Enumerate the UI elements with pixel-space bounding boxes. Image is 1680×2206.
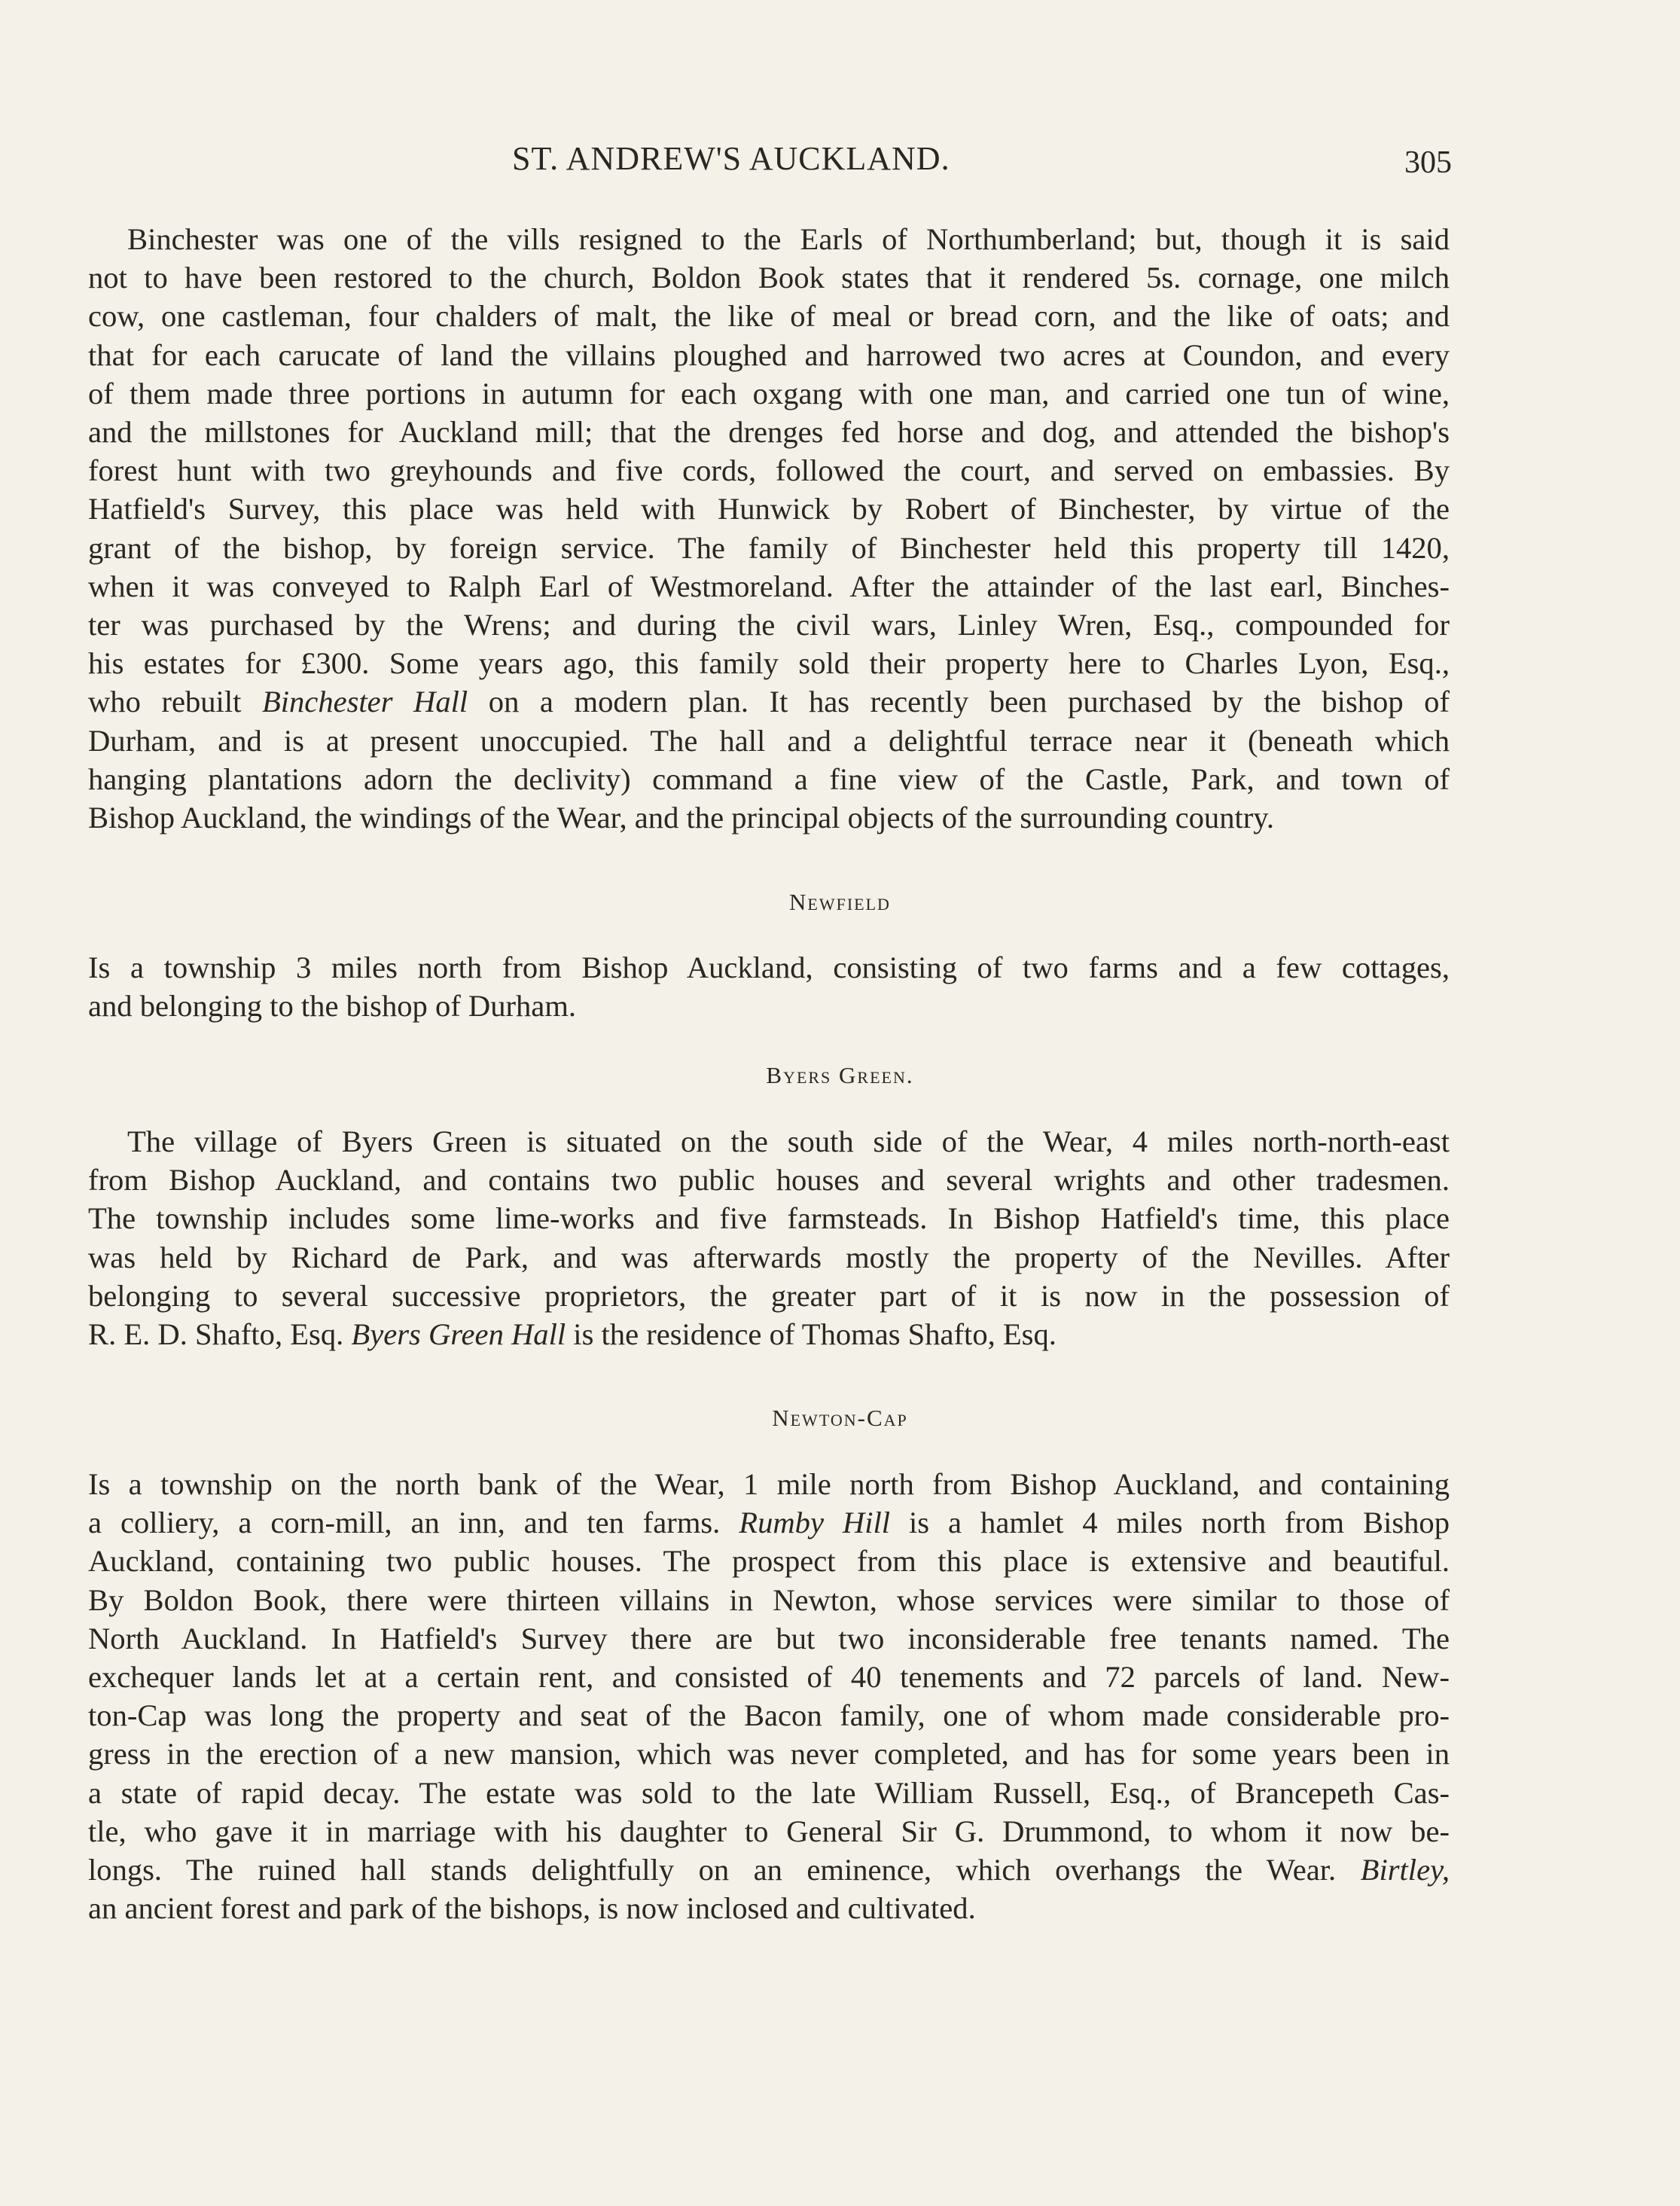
text-line: cow, one castleman, four chalders of malt, the like of meal or bread corn, and the like of oats; and — [88, 299, 1450, 334]
text-line: By Boldon Book, there were thirteen villains in Newton, whose services were similar to those of — [88, 1582, 1450, 1617]
text-line: who rebuilt Binchester Hall on a modern plan. It has recently been purchased by the bishop of — [88, 685, 1450, 719]
text-line: forest hunt with two greyhounds and five cords, followed the court, and served on embassies. By — [88, 453, 1450, 488]
text-line: a colliery, a corn-mill, an inn, and ten farms. Rumby Hill is a hamlet 4 miles north from Bishop — [88, 1506, 1450, 1540]
text-line: was held by Richard de Park, and was afterwards mostly the property of the Nevilles. After — [88, 1240, 1450, 1274]
text-line: North Auckland. In Hatfield's Survey there are but two inconsiderable free tenants named. The — [88, 1621, 1450, 1655]
text-line: of them made three portions in autumn for each oxgang with one man, and carried one tun of wine, — [88, 376, 1450, 410]
paragraph-newfield — [88, 948, 1450, 1025]
text-line: Hatfield's Survey, this place was held with Hunwick by Robert of Binchester, by virtue of the — [88, 492, 1450, 526]
italic-name: Binchester Hall — [261, 685, 468, 719]
heading-byers-green: Byers Green. — [766, 1062, 914, 1088]
paragraph-binchester — [88, 220, 1450, 837]
text-line: a state of rapid decay. The estate was sold to the late William Russell, Esq., of Brancepeth Cas- — [88, 1775, 1450, 1810]
text-line: exchequer lands let at a certain rent, and consisted of 40 tenements and 72 parcels of land. New- — [88, 1660, 1450, 1695]
text-line: The village of Byers Green is situated on the south side of the Wear, 4 miles north-north-east — [127, 1124, 1450, 1158]
text-line: and the millstones for Auckland mill; that the drenges fed horse and dog, and attended the bishop's — [88, 415, 1450, 450]
text-line: that for each carucate of land the villains ploughed and harrowed two acres at Coundon, and every — [88, 337, 1450, 372]
paragraph-newton-cap — [88, 1465, 1450, 1927]
text-line: R. E. D. Shafto, Esq. Byers Green Hall is the residence of Thomas Shafto, Esq. — [88, 1317, 1056, 1352]
text-line: ton-Cap was long the property and seat of the Bacon family, one of whom made considerable pro- — [88, 1698, 1450, 1733]
text-line: hanging plantations adorn the declivity) command a fine view of the Castle, Park, and town of — [88, 761, 1450, 796]
text-line: not to have been restored to the church, Boldon Book states that it rendered 5s. cornage, one milch — [88, 261, 1450, 295]
text-line: when it was conveyed to Ralph Earl of Westmoreland. After the attainder of the last earl, Binches- — [88, 569, 1450, 603]
text-line: Is a township 3 miles north from Bishop Auckland, consisting of two farms and a few cottages, — [88, 950, 1450, 984]
text-line: longs. The ruined hall stands delightfully on an eminence, which overhangs the Wear. Birtley, — [88, 1853, 1450, 1887]
text-line: The township includes some lime-works and five farmsteads. In Bishop Hatfield's time, this place — [88, 1201, 1450, 1236]
page-number: 305 — [1404, 145, 1452, 180]
text-line: gress in the erection of a new mansion, which was never completed, and has for some years been in — [88, 1737, 1450, 1771]
italic-name: Birtley, — [1360, 1853, 1450, 1887]
text-line: and belonging to the bishop of Durham. — [88, 989, 577, 1024]
text-line: belonging to several successive proprietors, the greater part of it is now in the possession of — [88, 1278, 1450, 1313]
text-line: his estates for £300. Some years ago, this family sold their property here to Charles Lyon, Esq., — [88, 646, 1450, 681]
italic-name: Byers Green Hall — [351, 1317, 566, 1352]
text-line: Is a township on the north bank of the Wear, 1 mile north from Bishop Auckland, and containing — [88, 1467, 1450, 1501]
text-line: Auckland, containing two public houses. The prospect from this place is extensive and beautiful. — [88, 1544, 1450, 1579]
text-line: Durham, and is at present unoccupied. The hall and a delightful terrace near it (beneath which — [88, 723, 1450, 758]
paragraph-byers-green — [88, 1122, 1450, 1353]
text-line: ter was purchased by the Wrens; and during the civil wars, Linley Wren, Esq., compounded for — [88, 608, 1450, 642]
text-line: from Bishop Auckland, and contains two public houses and several wrights and other tradesmen. — [88, 1163, 1450, 1198]
heading-newton-cap: Newton-Cap — [772, 1405, 908, 1431]
running-title: ST. ANDREW'S AUCKLAND. — [512, 140, 950, 177]
text-line: grant of the bishop, by foreign service. The family of Binchester held this property till 1420, — [88, 530, 1450, 565]
text-line: tle, who gave it in marriage with his daughter to General Sir G. Drummond, to whom it now be- — [88, 1814, 1450, 1848]
text-line: an ancient forest and park of the bishops, is now inclosed and cultivated. — [88, 1891, 976, 1926]
text-line: Binchester was one of the vills resigned to the Earls of Northumberland; but, though it is said — [127, 222, 1450, 256]
heading-newfield: Newfield — [789, 889, 891, 915]
text-line: Bishop Auckland, the windings of the Wear, and the principal objects of the surrounding country. — [88, 801, 1275, 835]
italic-name: Rumby Hill — [739, 1506, 891, 1540]
